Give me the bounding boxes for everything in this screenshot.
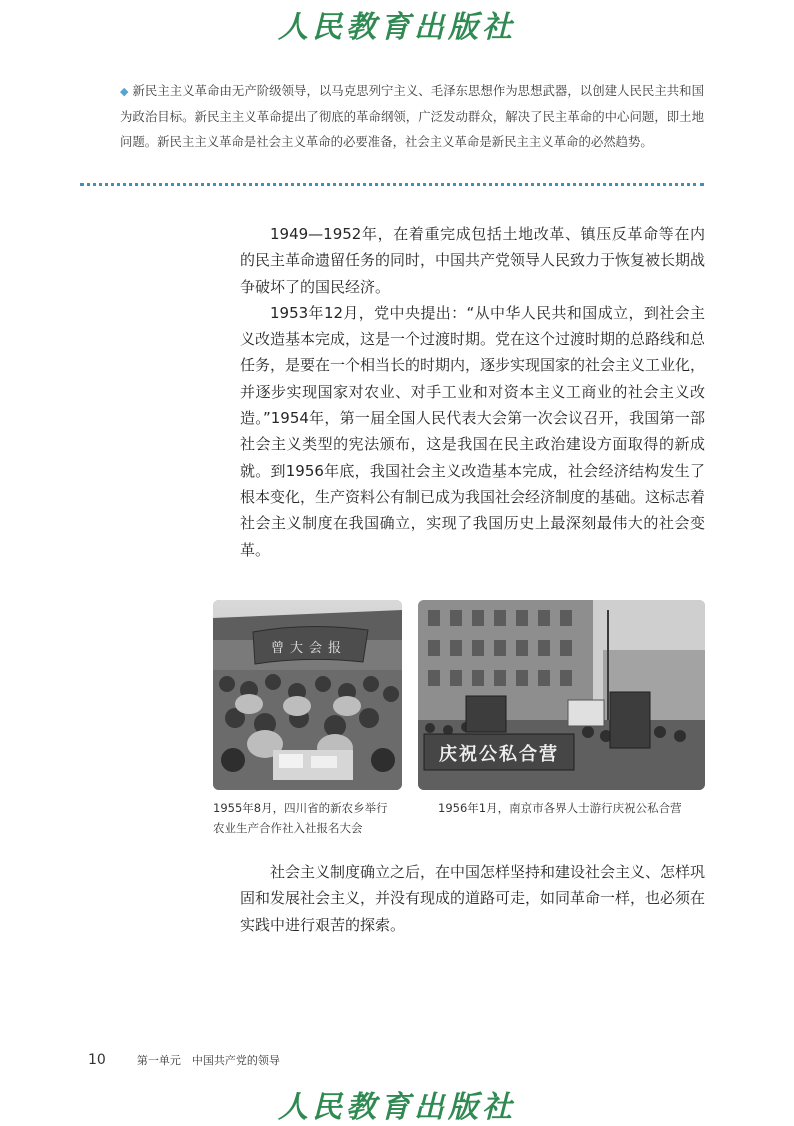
unit-title: 第一单元 中国共产党的领导 <box>136 1054 280 1067</box>
publisher-watermark-top: 人民教育出版社 <box>278 10 516 45</box>
closing-paragraph: 社会主义制度确立之后，在中国怎样坚持和建设社会主义、怎样巩固和发展社会主义，并没有现成的道路可走，如同革命一样，也必须在实践中进行艰苦的探索。 <box>240 863 706 934</box>
caption-nanjing-parade: 1956年1月，南京市各界人士游行庆祝公私合营 <box>438 801 682 815</box>
page-number: 10 <box>88 1052 106 1068</box>
paragraph-2: 1953年12月，党中央提出：“从中华人民共和国成立，到社会主义改造基本完成，这是一个过渡时期。党在这个过渡时期的总路线和总任务，是要在一个相当长的时期内，逐步实现国家的社会主义工业化，并逐步实现国家对农业、对手工业和对资本主义工商业的社会主义改造。”1954年，第一届全国人民代表大会第一次会议召开，我国第一部社会主义类型的宪法颁布，这是我国在民主政治建设方面取得的新成就。到1956年底，我国社会主义改造基本完成，社会经济结构发生了根本变化，生产资料公有制已成为我国社会经济制度的基础。这标志着社会主义制度在我国确立，实现了我国历史上最深刻最伟大的社会变革。 <box>240 303 706 559</box>
photo-cooperative-meeting <box>213 600 402 790</box>
photo-nanjing-parade <box>418 600 705 790</box>
left-banner-text: 曾大会报 <box>270 641 348 656</box>
caption-left-line-2: 农业生产合作社入社报名大会 <box>213 821 363 835</box>
paragraph-1: 1949—1952年，在着重完成包括土地改革、镇压反革命等在内的民主革命遗留任务的同时，中国共产党领导人民致力于恢复被长期战争破坏了的国民经济。 <box>240 225 706 296</box>
unit-summary-text: 新民主主义革命由无产阶级领导，以马克思列宁主义、毛泽东思想作为思想武器，以创建人民民主共和国为政治目标。新民主主义革命提出了彻底的革命纲领，广泛发动群众，解决了民主革命的中心问题，即土地问题。新民主主义革命是社会主义革命的必要准备，社会主义革命是新民主主义革命的必然趋势。 <box>120 83 704 150</box>
right-banner-text: 庆祝公私合营 <box>439 744 559 765</box>
caption-left-line-1: 1955年8月，四川省的新农乡举行 <box>213 801 388 815</box>
unit-summary-box <box>120 78 704 155</box>
main-body-text <box>240 221 705 563</box>
caption-cooperative-meeting <box>213 798 413 838</box>
dotted-divider <box>80 183 704 186</box>
closing-body-text <box>240 859 705 938</box>
publisher-watermark-bottom: 人民教育出版社 <box>278 1090 516 1125</box>
diamond-bullet-icon: ◆ <box>120 85 129 98</box>
page-footer <box>88 1049 280 1068</box>
